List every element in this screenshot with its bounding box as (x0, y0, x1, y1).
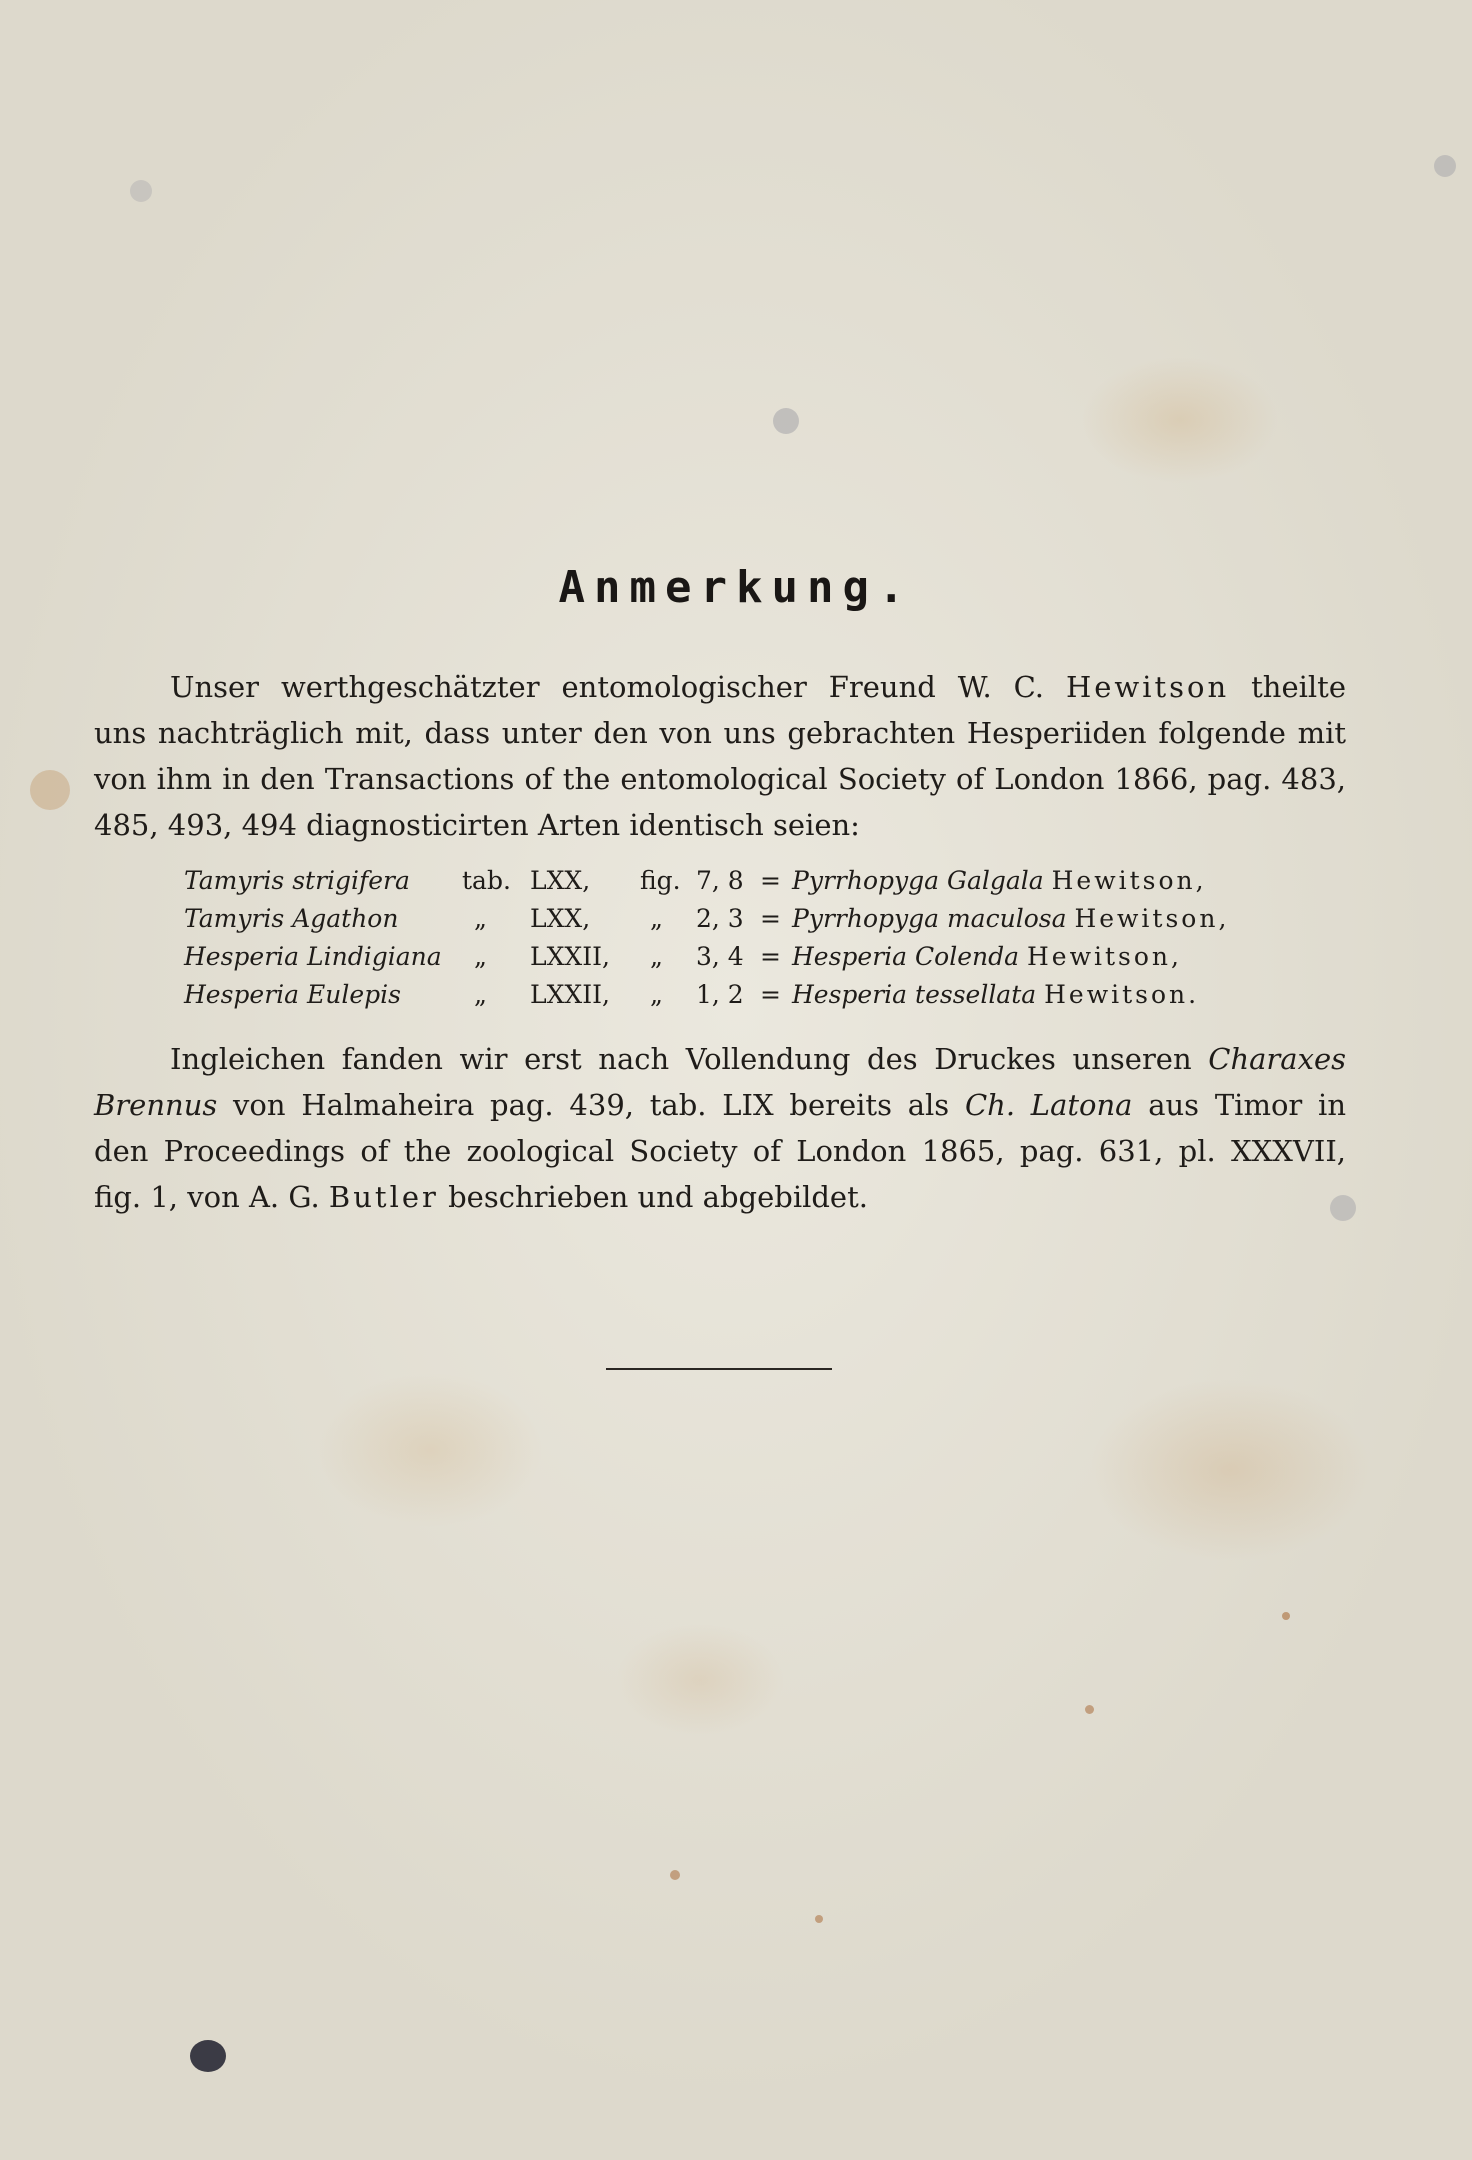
text: beschrieben und abgebildet. (448, 1180, 868, 1214)
plate-number: LXXII, (530, 980, 610, 1009)
synonym-text: Hesperia Colenda (792, 942, 1020, 971)
equals-sign: = (760, 904, 781, 933)
paragraph-charaxes (94, 1036, 1346, 1220)
fig-label: fig. (640, 866, 681, 895)
plate-number: LXX, (530, 866, 591, 895)
figure-numbers: 3, 4 (696, 942, 744, 971)
foxing-spot (773, 408, 799, 434)
paragraph-line: den Proceedings of the zoological Society of London 1865, pag. 631, pl. XXXVII, (94, 1134, 1346, 1168)
text: Unser werthgeschätzter entomologischer Freund W. C. (170, 670, 1045, 704)
text: theilte (1251, 670, 1346, 704)
author-name: Hewitson, (1026, 942, 1182, 971)
species-name: Hesperia Lindigiana (184, 942, 442, 971)
ditto-mark: „ (474, 904, 487, 933)
equals-sign: = (760, 866, 781, 895)
author-name: Hewitson, (1074, 904, 1230, 933)
taxon-name: Brennus (94, 1088, 218, 1122)
foxing-spot (815, 1915, 823, 1923)
paragraph-hewitson (94, 664, 1346, 848)
text: von Halmaheira pag. 439, tab. LIX bereits als (233, 1088, 950, 1122)
ditto-mark: „ (650, 942, 663, 971)
paragraph-line (94, 1174, 1346, 1220)
paragraph-line (94, 1036, 1346, 1082)
foxing-spot (1085, 1705, 1094, 1714)
paragraph-line: uns nachträglich mit, dass unter den von uns gebrachten Hesperiiden folgende mit (94, 716, 1346, 750)
foxing-spot (130, 180, 152, 202)
synonym-name (792, 976, 1199, 1014)
paragraph-line (94, 664, 1346, 710)
figure-numbers: 2, 3 (696, 904, 744, 933)
author-name: Hewitson. (1044, 980, 1200, 1009)
synonym-text: Hesperia tessellata (792, 980, 1037, 1009)
page-title: Anmerkung. (558, 562, 914, 613)
paragraph-line: von ihm in den Transactions of the entomological Society of London 1866, pag. 483, (94, 762, 1346, 796)
figure-numbers: 1, 2 (696, 980, 744, 1009)
synonym-name (792, 900, 1229, 938)
tab-label: tab. (462, 866, 511, 895)
ditto-mark: „ (650, 980, 663, 1009)
foxing-spot (670, 1870, 680, 1880)
author-name: Butler (328, 1180, 439, 1214)
equals-sign: = (760, 942, 781, 971)
author-name: Hewitson, (1051, 866, 1207, 895)
paragraph-line: 485, 493, 494 diagnosticirten Arten identisch seien: (94, 808, 860, 842)
foxing-spot (30, 770, 70, 810)
text: aus Timor in (1148, 1088, 1347, 1122)
taxon-name: Ch. Latona (964, 1088, 1133, 1122)
plate-number: LXXII, (530, 942, 610, 971)
synonym-text: Pyrrhopyga maculosa (792, 904, 1067, 933)
taxon-name: Charaxes (1208, 1042, 1346, 1076)
ditto-mark: „ (474, 942, 487, 971)
text: Ingleichen fanden wir erst nach Vollendung des Druckes unseren (170, 1042, 1192, 1076)
foxing-spot (1282, 1612, 1290, 1620)
equals-sign: = (760, 980, 781, 1009)
species-name: Hesperia Eulepis (184, 980, 401, 1009)
species-name: Tamyris Agathon (184, 904, 399, 933)
plate-number: LXX, (530, 904, 591, 933)
text: fig. 1, von A. G. (94, 1180, 320, 1214)
ditto-mark: „ (474, 980, 487, 1009)
paragraph-line (94, 1082, 1346, 1128)
species-name: Tamyris strigifera (184, 866, 410, 895)
section-divider (606, 1368, 832, 1370)
figure-numbers: 7, 8 (696, 866, 744, 895)
ditto-mark: „ (650, 904, 663, 933)
synonym-name (792, 938, 1182, 976)
author-name: Hewitson (1065, 670, 1230, 704)
synonym-text: Pyrrhopyga Galgala (792, 866, 1044, 895)
foxing-spot (1434, 155, 1456, 177)
synonym-name (792, 862, 1207, 900)
foxing-spot (190, 2040, 226, 2072)
